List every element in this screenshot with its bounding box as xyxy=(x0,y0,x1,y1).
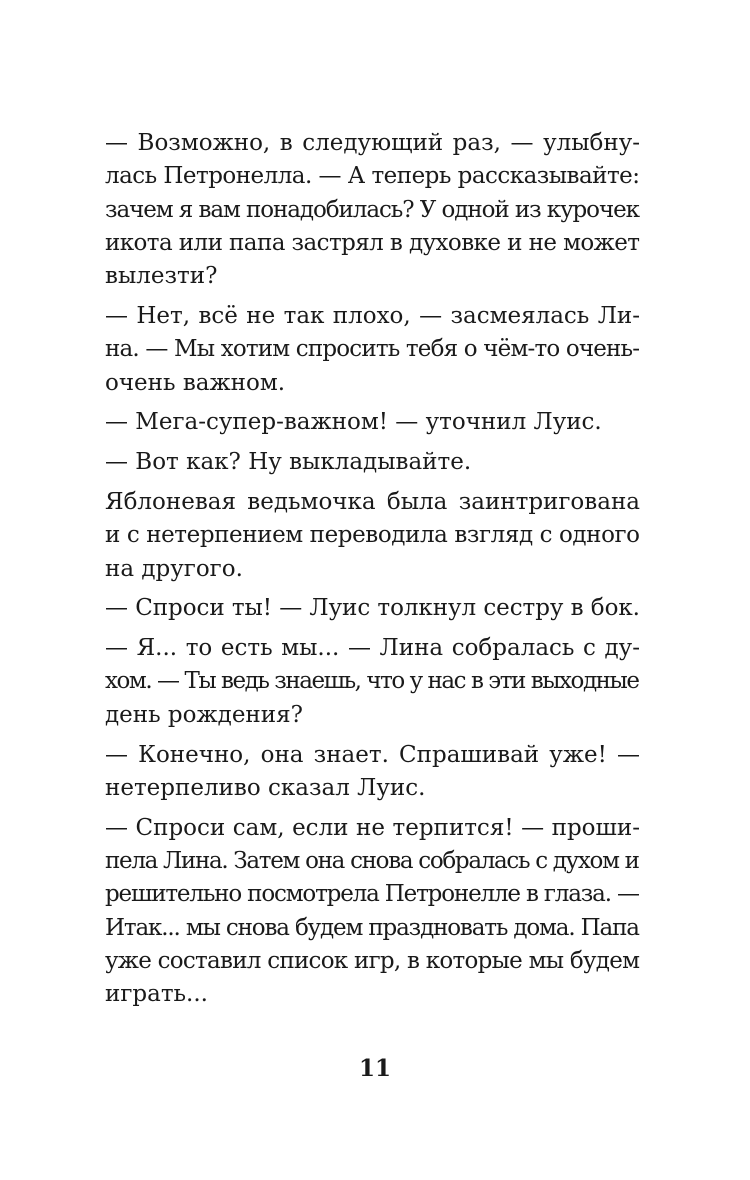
text-line: — Нет, всё не так плохо, — засмеялась Ли- xyxy=(105,302,640,329)
paragraph xyxy=(105,446,640,479)
text-line: Итак... мы снова будем праздновать дома. Папа xyxy=(105,914,639,941)
text-line: икота или папа застрял в духовке и не может xyxy=(105,229,640,256)
text-line: вылезти? xyxy=(105,263,218,290)
paragraph xyxy=(105,406,640,439)
text-line: нетерпеливо сказал Луис. xyxy=(105,774,426,801)
text-line: решительно посмотрела Петронелле в глаза. — xyxy=(105,881,639,908)
text-line: — Вот как? Ну выкладывайте. xyxy=(105,449,472,476)
text-line: день рождения? xyxy=(105,701,303,728)
text-line: — Конечно, она знает. Спрашивай уже! — xyxy=(105,741,640,768)
text-line: зачем я вам понадобилась? У одной из курочек xyxy=(105,196,639,223)
text-line: Яблоневая ведьмочка была заинтригована xyxy=(105,488,640,515)
text-line: — Мега-супер-важном! — уточнил Луис. xyxy=(105,409,602,436)
text-line: — Спроси сам, если не терпится! — проши- xyxy=(105,814,640,841)
paragraph xyxy=(105,300,640,400)
text-line: — Я... то есть мы... — Лина собралась с ду- xyxy=(105,635,640,662)
text-line: очень важном. xyxy=(105,369,286,396)
paragraph xyxy=(105,486,640,586)
text-line: хом. — Ты ведь знаешь, что у нас в эти выходные xyxy=(105,668,639,695)
text-line: уже составил список игр, в которые мы будем xyxy=(105,947,640,974)
paragraph xyxy=(105,812,640,1012)
paragraph xyxy=(105,127,640,293)
text-line: — Спроси ты! — Луис толкнул сестру в бок. xyxy=(105,595,640,622)
text-line: пела Лина. Затем она снова собралась с духом и xyxy=(105,847,639,874)
body-text xyxy=(105,127,640,1011)
text-line: — Возможно, в следующий раз, — улыбну- xyxy=(105,130,640,156)
text-line: лась Петронелла. — А теперь рассказывайте: xyxy=(105,163,640,190)
text-line: и с нетерпением переводила взгляд с одного xyxy=(105,522,640,549)
paragraph xyxy=(105,739,640,806)
text-line: на другого. xyxy=(105,555,243,582)
page-number: 11 xyxy=(358,1055,391,1082)
text-line: на. — Мы хотим спросить тебя о чём-то очень- xyxy=(105,336,640,363)
paragraph xyxy=(105,632,640,732)
paragraph xyxy=(105,592,640,625)
text-line: играть... xyxy=(105,981,208,1008)
